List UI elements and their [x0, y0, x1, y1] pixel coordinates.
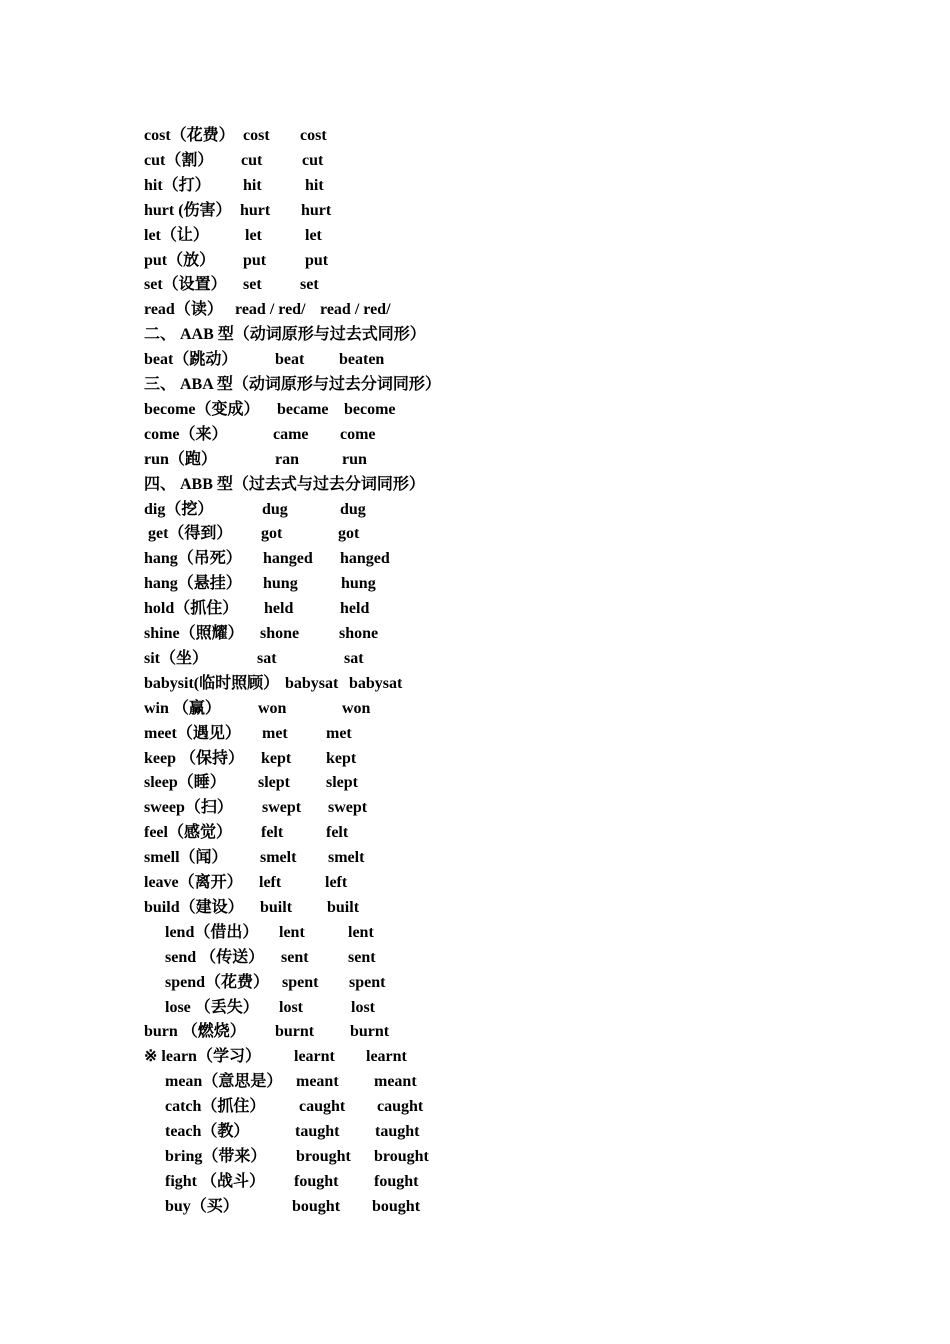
verb-past-participle: got	[338, 525, 360, 543]
verb-base-form: catch（抓住）	[165, 1098, 266, 1116]
verb-past-participle: let	[305, 226, 322, 244]
verb-past-participle: won	[342, 699, 371, 717]
verb-past-tense: bought	[292, 1197, 341, 1215]
verb-past-tense: let	[245, 226, 262, 244]
verb-past-participle: brought	[374, 1147, 429, 1165]
verb-past-participle: cut	[302, 151, 324, 169]
verb-base-form: mean（意思是）	[165, 1073, 283, 1091]
verb-row	[0, 896, 950, 920]
verb-base-form: read（读）	[144, 301, 223, 319]
verb-base-form: set（设置）	[144, 276, 227, 294]
verb-past-participle: spent	[349, 973, 386, 991]
verb-past-participle: come	[340, 425, 376, 443]
verb-base-form: ※ learn（学习）	[144, 1048, 261, 1066]
verb-base-form: feel（感觉）	[144, 824, 232, 842]
verb-past-participle: hit	[305, 176, 324, 194]
verb-base-form: build（建设）	[144, 898, 244, 916]
verb-past-tense: read / red/	[235, 301, 306, 319]
verb-base-form: teach（教）	[165, 1123, 250, 1140]
verb-past-tense: kept	[261, 749, 292, 767]
verb-base-form: send （传送）	[165, 948, 265, 966]
verb-base-form: burn （燃烧）	[144, 1023, 246, 1041]
verb-row	[0, 298, 950, 322]
verb-past-tense: caught	[299, 1098, 346, 1116]
verb-base-form: bring（带来）	[165, 1147, 267, 1165]
verb-row	[0, 697, 950, 721]
verb-past-tense: built	[260, 898, 293, 916]
verb-past-tense: swept	[262, 799, 302, 817]
verb-row	[0, 597, 950, 621]
verb-past-participle: babysat	[349, 674, 403, 692]
verb-row	[0, 722, 950, 746]
verb-past-participle: slept	[326, 774, 358, 792]
verb-base-form: dig（挖）	[144, 500, 214, 518]
verb-past-participle: beaten	[339, 351, 385, 369]
verb-row	[0, 996, 950, 1020]
verb-past-tense: sent	[281, 948, 309, 966]
verb-past-participle: left	[325, 874, 348, 891]
verb-past-tense: shone	[260, 625, 300, 642]
verb-past-tense: sat	[257, 649, 277, 667]
section-heading	[0, 473, 950, 497]
verb-past-participle: read / red/	[320, 301, 391, 319]
verb-past-tense: put	[243, 251, 267, 269]
verb-row	[0, 846, 950, 870]
verb-past-tense: beat	[275, 351, 305, 369]
verb-base-form: cut（割）	[144, 151, 214, 169]
verb-base-form: fight （战斗）	[165, 1172, 266, 1190]
verb-row	[0, 498, 950, 522]
verb-past-participle: lost	[351, 998, 375, 1016]
verb-past-tense: hit	[243, 176, 262, 194]
verb-past-tense: left	[259, 874, 282, 891]
verb-past-participle: built	[327, 898, 360, 916]
verb-past-participle: set	[300, 276, 319, 294]
verb-base-form: leave（离开）	[144, 874, 243, 891]
verb-base-form: hold（抓住）	[144, 600, 239, 618]
verb-base-form: lose （丢失）	[165, 998, 259, 1016]
verb-past-participle: burnt	[350, 1023, 390, 1041]
verb-row	[0, 1145, 950, 1169]
verb-past-tense: cost	[243, 127, 270, 144]
verb-row	[0, 1170, 950, 1194]
verb-past-tense: smelt	[260, 849, 297, 867]
verb-past-participle: sat	[344, 649, 364, 667]
verb-base-form: sit（坐）	[144, 649, 209, 667]
verb-base-form: run（跑）	[144, 450, 217, 468]
verb-row	[0, 1020, 950, 1044]
section-heading-text: 二、 AAB 型（动词原形与过去式同形）	[144, 326, 426, 344]
verb-past-tense: lent	[279, 923, 305, 941]
verb-row	[0, 572, 950, 596]
verb-past-tense: burnt	[275, 1023, 315, 1041]
verb-base-form: buy（买）	[165, 1197, 239, 1215]
verb-row	[0, 647, 950, 671]
verb-past-tense: held	[264, 600, 294, 618]
verb-past-tense: met	[262, 724, 288, 742]
verb-base-form: let（让）	[144, 226, 209, 244]
verb-past-participle: dug	[340, 500, 366, 518]
verb-base-form: spend（花费）	[165, 973, 270, 991]
verb-past-participle: bought	[372, 1197, 421, 1215]
verb-base-form: shine（照耀）	[144, 625, 244, 642]
verb-base-form: hurt (伤害）	[144, 201, 232, 219]
verb-base-form: hang（吊死）	[144, 550, 242, 568]
verb-base-form: become（变成）	[144, 400, 260, 418]
verb-base-form: sweep（扫）	[144, 799, 233, 817]
verb-past-participle: smelt	[328, 849, 365, 867]
verb-past-participle: lent	[348, 923, 374, 941]
section-heading-text: 三、 ABA 型（动词原形与过去分词同形）	[144, 376, 441, 393]
verb-past-tense: got	[261, 525, 283, 543]
verb-base-form: babysit(临时照顾）	[144, 674, 280, 692]
section-heading	[0, 373, 950, 397]
section-heading-text: 四、 ABB 型（过去式与过去分词同形）	[144, 475, 425, 493]
verb-row	[0, 1195, 950, 1219]
verb-base-form: put（放）	[144, 251, 216, 269]
verb-base-form: get（得到）	[148, 525, 233, 543]
verb-row	[0, 1045, 950, 1069]
verb-row	[0, 174, 950, 198]
verb-past-participle: held	[340, 600, 370, 618]
verb-row	[0, 547, 950, 571]
verb-row	[0, 921, 950, 945]
verb-past-tense: dug	[262, 500, 288, 518]
verb-past-tense: meant	[296, 1073, 339, 1091]
verb-past-participle: taught	[375, 1123, 420, 1140]
verb-past-participle: run	[342, 450, 367, 468]
verb-past-tense: lost	[279, 998, 303, 1016]
verb-base-form: sleep（睡）	[144, 774, 226, 792]
verb-past-tense: learnt	[294, 1048, 335, 1066]
verb-base-form: come（来）	[144, 425, 228, 443]
verb-row	[0, 771, 950, 795]
verb-base-form: win （赢）	[144, 699, 221, 717]
verb-past-tense: taught	[295, 1123, 340, 1140]
verb-row	[0, 224, 950, 248]
verb-past-tense: ran	[275, 450, 299, 468]
verb-row	[0, 796, 950, 820]
verb-past-tense: felt	[261, 824, 284, 842]
verb-past-tense: hurt	[240, 201, 271, 219]
verb-past-participle: hurt	[301, 201, 332, 219]
verb-past-participle: become	[344, 400, 396, 418]
verb-row	[0, 149, 950, 173]
verb-past-tense: won	[258, 699, 287, 717]
verb-row	[0, 522, 950, 546]
verb-row	[0, 448, 950, 472]
verb-past-participle: swept	[328, 799, 368, 817]
verb-row	[0, 423, 950, 447]
verb-row	[0, 871, 950, 895]
verb-row	[0, 946, 950, 970]
verb-row	[0, 971, 950, 995]
verb-past-participle: kept	[326, 749, 357, 767]
verb-row	[0, 672, 950, 696]
section-heading	[0, 323, 950, 347]
verb-row	[0, 821, 950, 845]
verb-row	[0, 273, 950, 297]
verb-past-tense: hung	[263, 575, 298, 593]
verb-base-form: hit（打）	[144, 176, 211, 194]
verb-row	[0, 1095, 950, 1119]
verb-base-form: keep （保持）	[144, 749, 245, 767]
verb-past-participle: shone	[339, 625, 379, 642]
verb-past-participle: felt	[326, 824, 349, 842]
verb-past-tense: set	[243, 276, 262, 294]
verb-row	[0, 124, 950, 148]
verb-past-participle: sent	[348, 948, 376, 966]
verb-past-participle: met	[326, 724, 352, 742]
verb-past-tense: hanged	[263, 550, 313, 568]
verb-base-form: lend（借出）	[165, 923, 259, 941]
verb-row	[0, 398, 950, 422]
verb-past-tense: became	[277, 400, 329, 418]
verb-past-participle: put	[305, 251, 329, 269]
verb-row	[0, 622, 950, 646]
verb-base-form: beat（跳动）	[144, 351, 238, 369]
verb-past-participle: hung	[341, 575, 376, 593]
verb-past-participle: caught	[377, 1098, 424, 1116]
verb-past-tense: slept	[258, 774, 290, 792]
verb-past-tense: came	[273, 425, 309, 443]
verb-base-form: cost（花费）	[144, 127, 235, 144]
verb-past-participle: hanged	[340, 550, 390, 568]
verb-past-tense: spent	[282, 973, 319, 991]
verb-row	[0, 249, 950, 273]
verb-base-form: hang（悬挂）	[144, 575, 242, 593]
verb-row	[0, 199, 950, 223]
verb-past-tense: brought	[296, 1147, 351, 1165]
verb-row	[0, 1120, 950, 1144]
verb-row	[0, 348, 950, 372]
verb-past-participle: meant	[374, 1073, 417, 1091]
verb-base-form: meet（遇见）	[144, 724, 241, 742]
verb-past-participle: fought	[374, 1172, 419, 1190]
verb-base-form: smell（闻）	[144, 849, 228, 867]
verb-past-participle: cost	[300, 127, 327, 144]
verb-past-tense: fought	[294, 1172, 339, 1190]
verb-row	[0, 1070, 950, 1094]
verb-past-tense: cut	[241, 151, 263, 169]
verb-row	[0, 747, 950, 771]
verb-past-tense: babysat	[285, 674, 339, 692]
verb-past-participle: learnt	[366, 1048, 407, 1066]
